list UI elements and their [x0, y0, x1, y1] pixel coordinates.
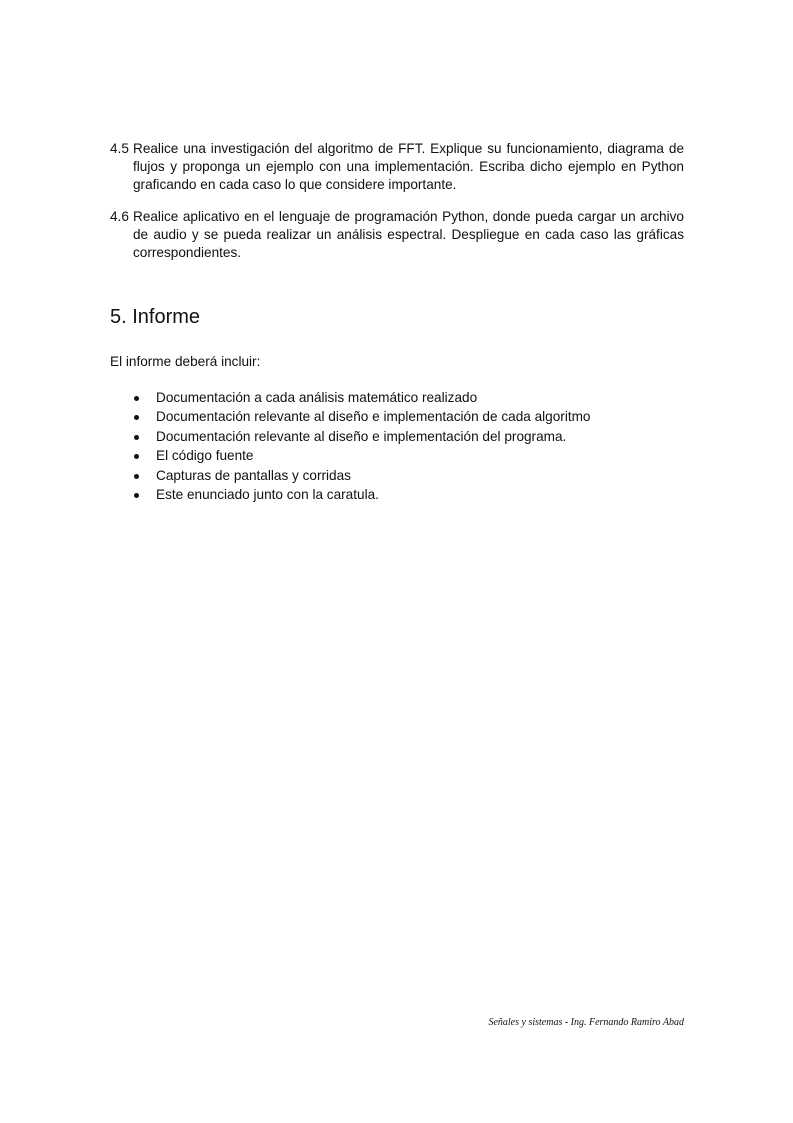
bullet-icon [134, 396, 139, 401]
bullet-icon [134, 454, 139, 459]
list-item-text: Documentación relevante al diseño e implementación de cada algoritmo [156, 409, 591, 425]
list-item-text: El código fuente [156, 448, 254, 464]
list-item [110, 486, 591, 505]
list-item [110, 428, 591, 447]
page-footer: Señales y sistemas - Ing. Fernando Ramiro Abad [488, 1017, 684, 1028]
item-text: Realice aplicativo en el lenguaje de programación Python, donde pueda cargar un archivo de audio y se pueda realizar un análisis espectral. Despliegue en cada caso las gráficas correspondientes. [133, 209, 684, 260]
list-item [110, 467, 591, 486]
list-item-text: Documentación a cada análisis matemático realizado [156, 390, 478, 405]
item-text: Realice una investigación del algoritmo de FFT. Explique su funcionamiento, diagrama de flujos y proponga un ejemplo con una implementación. Escriba dicho ejemplo en Python graficando en cada caso lo que considere importante. [133, 141, 684, 192]
item-4-5 [110, 140, 684, 194]
bullet-icon [134, 493, 139, 498]
item-4-6 [110, 208, 684, 262]
item-number: 4.6 [110, 209, 129, 224]
item-number: 4.5 [110, 141, 129, 156]
section-heading: 5. Informe [110, 306, 201, 328]
section-intro: El informe deberá incluir: [110, 354, 261, 369]
list-item-text: Este enunciado junto con la caratula. [156, 486, 379, 502]
list-item [110, 389, 591, 408]
bullet-icon [134, 415, 139, 420]
bullet-list [110, 389, 591, 505]
list-item [110, 408, 591, 427]
list-item-text: Documentación relevante al diseño e implementación del programa. [156, 428, 567, 444]
list-item [110, 447, 591, 466]
bullet-icon [134, 474, 139, 479]
list-item-text: Capturas de pantallas y corridas [156, 467, 351, 483]
bullet-icon [134, 435, 139, 440]
